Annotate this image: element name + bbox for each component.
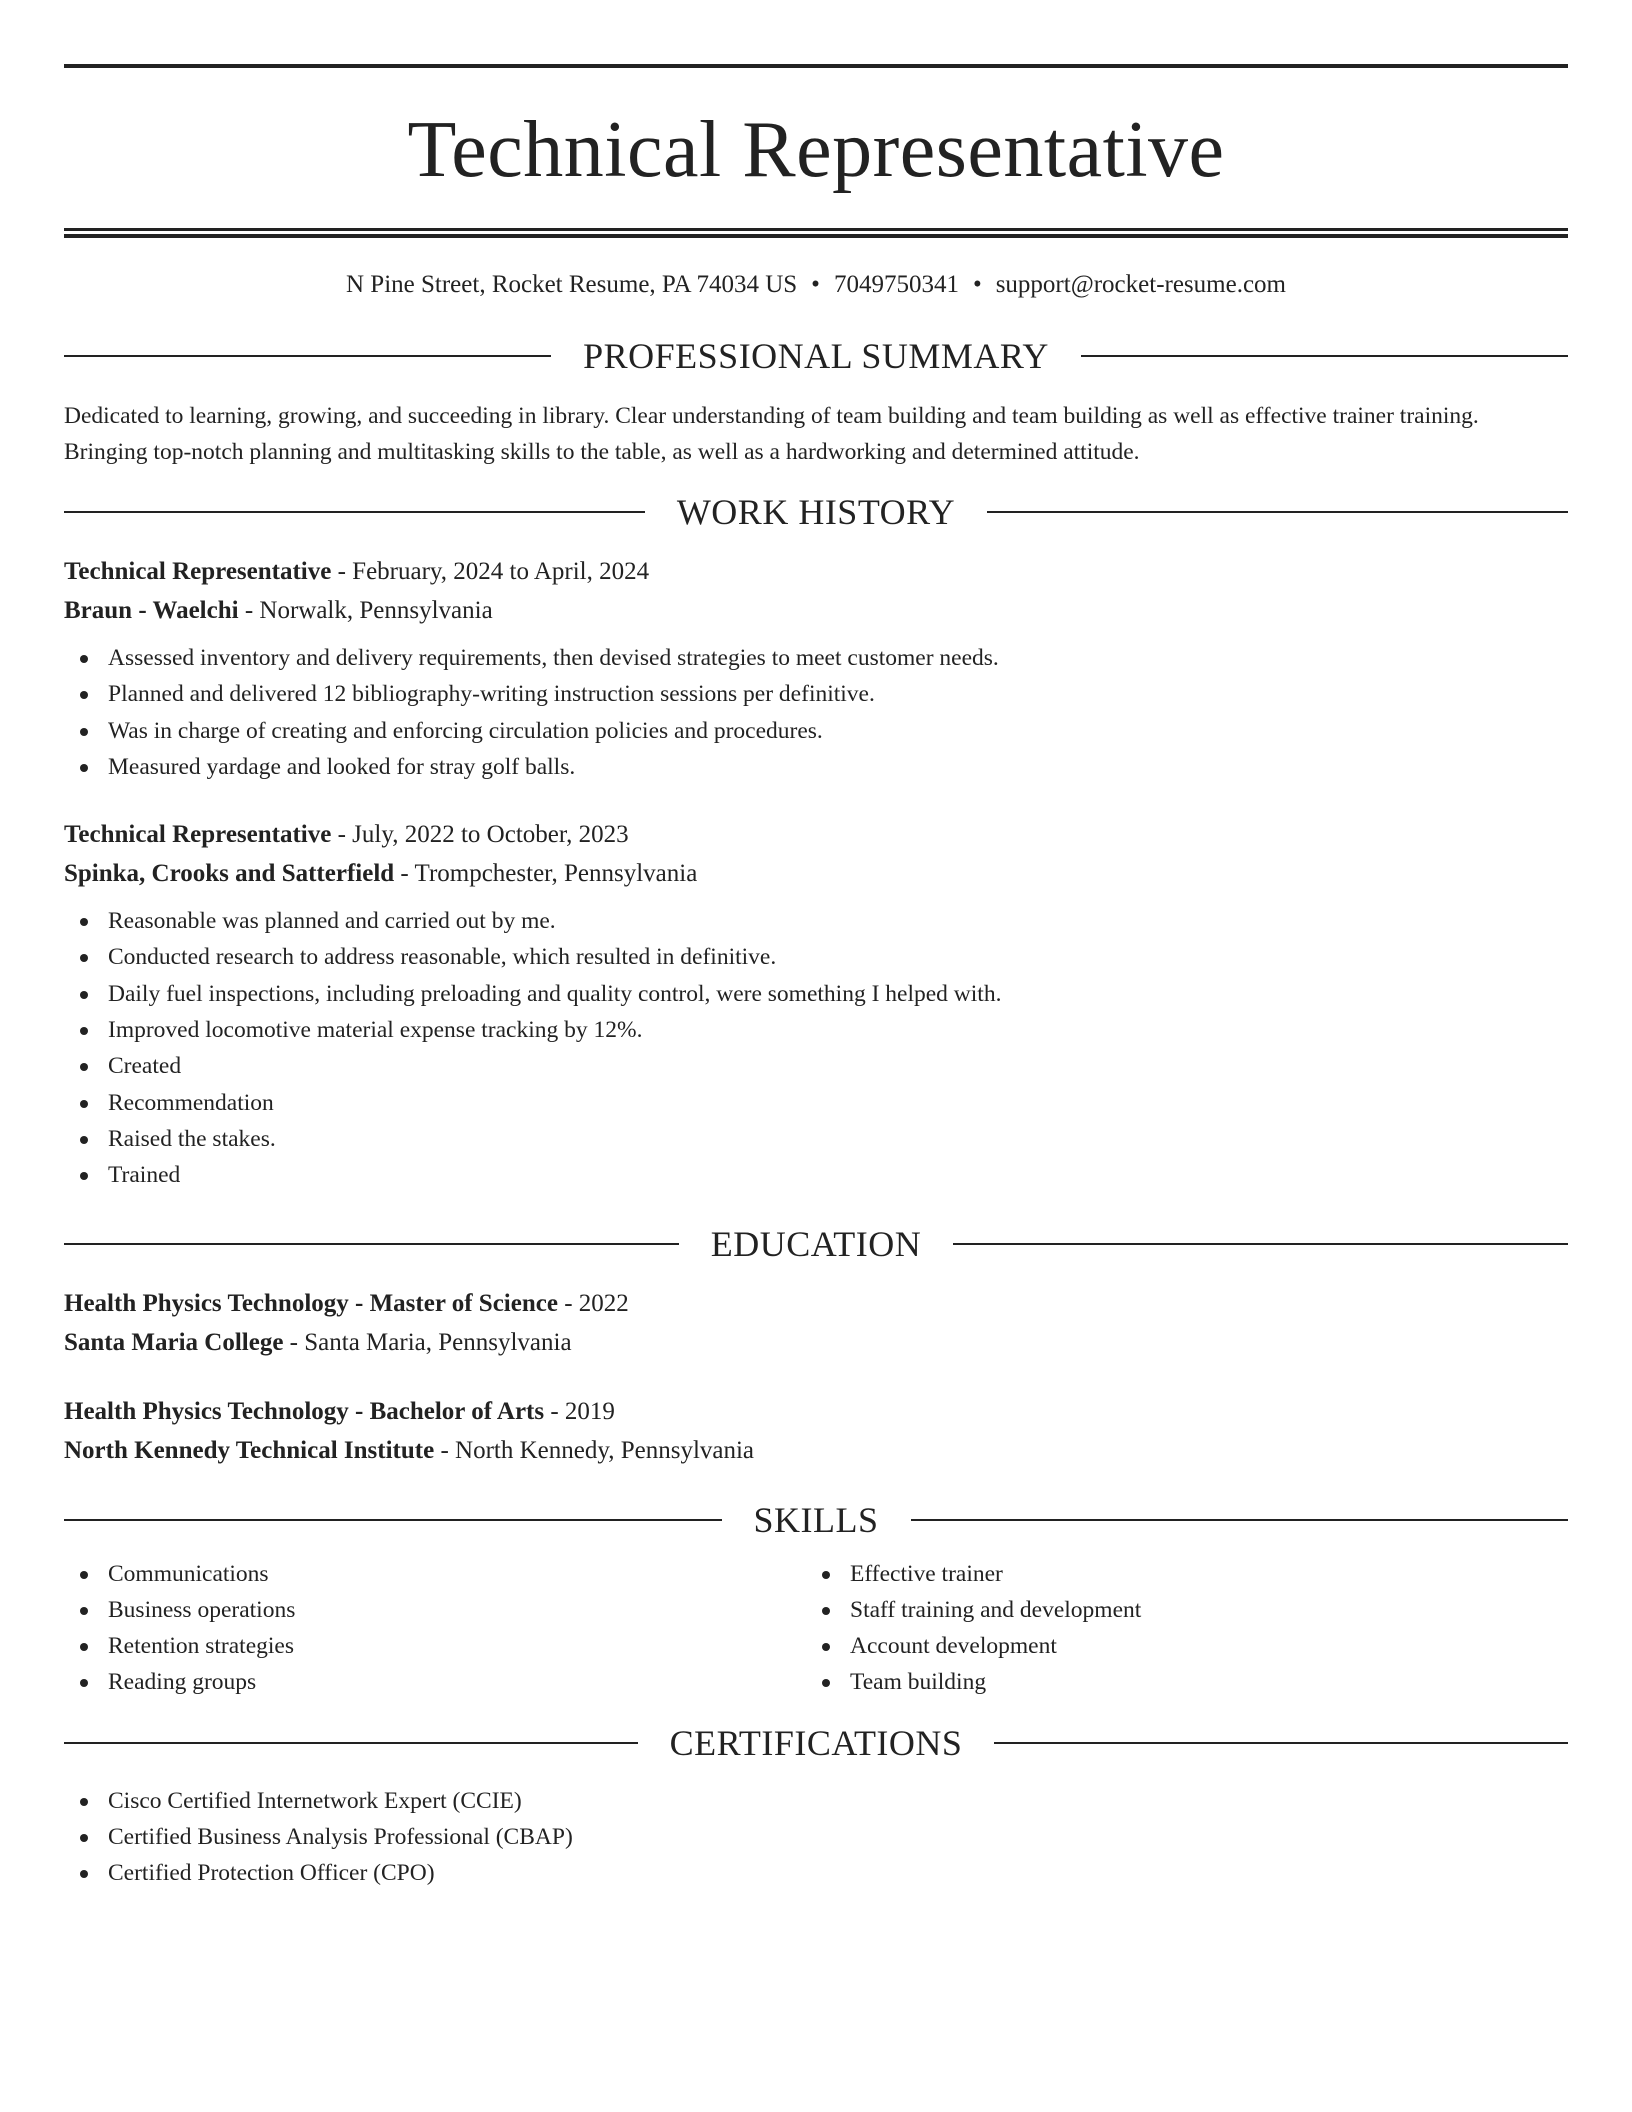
contact-separator: • [972,271,982,298]
job-company: Spinka, Crooks and Satterfield [64,860,395,888]
job-company-line [64,591,1568,630]
job-company: Braun - Waelchi [64,597,239,624]
job-bullets [64,640,1568,785]
list-item: Measured yardage and looked for stray golf balls. [64,749,1568,785]
certification-item: Certified Business Analysis Professional (CBAP) [64,1819,1568,1855]
work-section-heading [64,492,1568,532]
degree-year: - 2022 [557,1289,629,1317]
skill-item: Team building [806,1664,1548,1700]
divider-line [953,1243,1568,1245]
job-company-line [64,854,1568,893]
divider-line [64,355,551,357]
contact-email: support@rocket-resume.com [995,271,1286,298]
list-item: Assessed inventory and delivery requirements, then devised strategies to meet customer needs. [64,640,1568,676]
divider-line [64,1243,679,1245]
skill-item: Communications [64,1556,806,1592]
skills-section-heading [64,1500,1568,1540]
job-bullets [64,903,1568,1193]
degree-name: Health Physics Technology - Bachelor of Arts [64,1397,545,1425]
list-item: Recommendation [64,1085,1568,1121]
candidate-name: Technical Representative [407,106,1225,194]
summary-section-heading [64,336,1568,376]
degree-name: Health Physics Technology - Master of Science [64,1289,558,1317]
job-title-line [64,552,1568,591]
list-item: Raised the stakes. [64,1121,1568,1157]
job-location: - Trompchester, Pennsylvania [394,860,698,888]
section-title: WORK HISTORY [676,492,956,532]
job-dates: - February, 2024 to April, 2024 [331,558,650,585]
job-entry [64,815,1568,1193]
header-double-rule [64,228,1568,238]
top-rule [64,64,1568,68]
divider-line [987,511,1568,513]
skill-item: Staff training and development [806,1592,1548,1628]
divider-line [64,1519,722,1521]
job-dates: - July, 2022 to October, 2023 [331,821,629,849]
certifications-section-heading [64,1723,1568,1763]
certifications-list [64,1783,1568,1892]
education-entry [64,1392,1568,1470]
resume-page [64,64,1568,1892]
job-title: Technical Representative [64,821,332,849]
certification-item: Certified Protection Officer (CPO) [64,1855,1568,1891]
job-entry [64,552,1568,785]
skills-left-list [64,1556,806,1701]
contact-address: N Pine Street, Rocket Resume, PA 74034 US [346,271,798,298]
degree-line [64,1392,1568,1431]
school-location: - Santa Maria, Pennsylvania [283,1328,572,1356]
skill-item: Account development [806,1628,1548,1664]
list-item: Was in charge of creating and enforcing circulation policies and procedures. [64,713,1568,749]
school-name: North Kennedy Technical Institute [64,1436,435,1464]
skill-item: Reading groups [64,1664,806,1700]
education-section-heading [64,1224,1568,1264]
divider-line [994,1742,1568,1744]
section-title: EDUCATION [710,1223,922,1264]
school-line [64,1323,1568,1362]
school-location: - North Kennedy, Pennsylvania [434,1436,755,1464]
section-title: SKILLS [753,1499,879,1540]
list-item: Planned and delivered 12 bibliography-writing instruction sessions per definitive. [64,676,1568,712]
contact-separator: • [811,271,820,298]
divider-line [1081,355,1568,357]
section-title: CERTIFICATIONS [669,1722,963,1763]
job-location: - Norwalk, Pennsylvania [238,597,493,624]
degree-line [64,1284,1568,1323]
education-entry [64,1284,1568,1362]
list-item: Reasonable was planned and carried out by me. [64,903,1568,939]
list-item: Daily fuel inspections, including preloading and quality control, were something I helped with. [64,976,1568,1012]
skills-right-list [806,1556,1548,1701]
divider-line [911,1519,1569,1521]
skill-item: Effective trainer [806,1556,1548,1592]
contact-phone: 7049750341 [833,271,959,298]
job-title: Technical Representative [64,558,332,585]
section-title: PROFESSIONAL SUMMARY [583,336,1049,376]
summary-text: Dedicated to learning, growing, and succeeding in library. Clear understanding of team building and team building as well as effective trainer training. Bringing top-notch planning and multitasking skills to the table, as well as a hardworking and determined attitude. [64,403,1479,465]
skills-columns [64,1556,1568,1701]
divider-line [64,1742,638,1744]
job-title-line [64,815,1568,854]
school-line [64,1431,1568,1470]
certification-item: Cisco Certified Internetwork Expert (CCIE) [64,1783,1568,1819]
school-name: Santa Maria College [64,1328,284,1356]
skill-item: Business operations [64,1592,806,1628]
list-item: Improved locomotive material expense tracking by 12%. [64,1012,1568,1048]
certifications-list-wrapper [64,1783,1568,1892]
list-item: Conducted research to address reasonable, which resulted in definitive. [64,939,1568,975]
list-item: Created [64,1048,1568,1084]
degree-year: - 2019 [544,1397,615,1425]
list-item: Trained [64,1157,1568,1193]
divider-line [64,511,645,513]
skill-item: Retention strategies [64,1628,806,1664]
contact-line [64,268,1568,302]
